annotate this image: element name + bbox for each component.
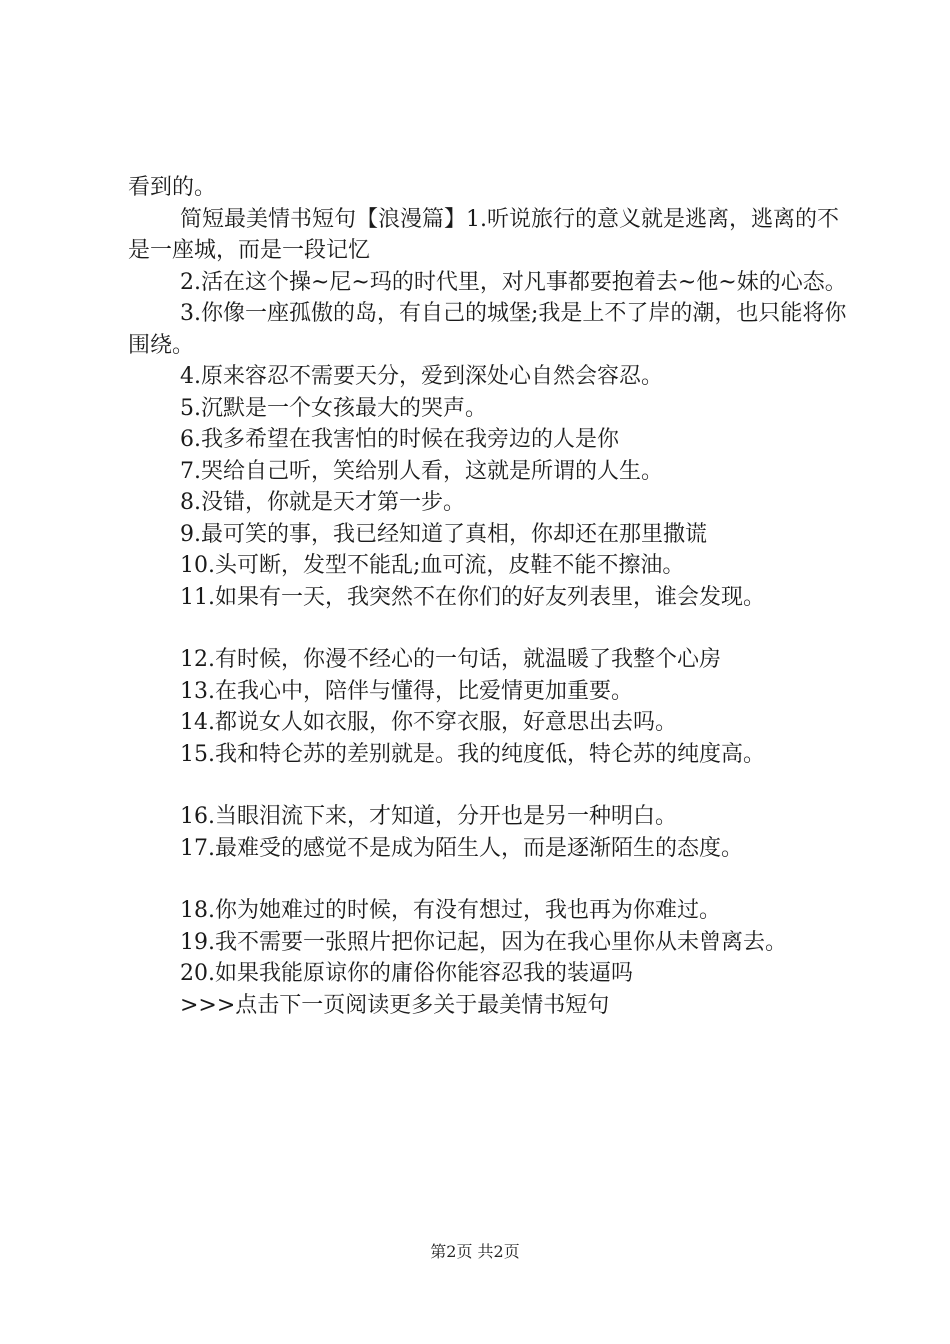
read-more-link[interactable]: >>>点击下一页阅读更多关于最美情书短句 xyxy=(180,992,610,1018)
paragraph-item-9: 9.最可笑的事，我已经知道了真相，你却还在那里撒谎 xyxy=(180,521,707,547)
paragraph-item-5: 5.沉默是一个女孩最大的哭声。 xyxy=(180,395,487,421)
paragraph-item-11: 11.如果有一天，我突然不在你们的好友列表里，谁会发现。 xyxy=(180,584,765,610)
page-footer: 第2页 共2页 xyxy=(430,1242,520,1261)
paragraph-item-20: 20.如果我能原谅你的庸俗你能容忍我的装逼吗 xyxy=(180,961,633,986)
paragraph-item-15: 15.我和特仑苏的差别就是。我的纯度低，特仑苏的纯度高。 xyxy=(180,741,765,767)
paragraph-item-18: 18.你为她难过的时候，有没有想过，我也再为你难过。 xyxy=(180,898,721,923)
paragraph-item-7: 7.哭给自己听，笑给别人看，这就是所谓的人生。 xyxy=(180,458,663,484)
paragraph-item-16: 16.当眼泪流下来，才知道，分开也是另一种明白。 xyxy=(180,804,677,829)
paragraph-item-12: 12.有时候，你漫不经心的一句话，就温暖了我整个心房 xyxy=(180,647,721,672)
paragraph-item-4: 4.原来容忍不需要天分，爱到深处心自然会容忍。 xyxy=(180,364,663,389)
paragraph-gap xyxy=(128,770,848,801)
paragraph-continuation: 看到的。 xyxy=(128,175,217,200)
paragraph-item-2: 2.活在这个操~尼~玛的时代里，对凡事都要抱着去~他~妹的心态。 xyxy=(180,269,847,295)
paragraph-gap xyxy=(128,864,848,895)
paragraph-item-10: 10.头可断，发型不能乱;血可流，皮鞋不能不擦油。 xyxy=(180,553,685,578)
paragraph-item-14: 14.都说女人如衣服，你不穿衣服，好意思出去吗。 xyxy=(180,710,677,735)
paragraph-item-17: 17.最难受的感觉不是成为陌生人，而是逐渐陌生的态度。 xyxy=(180,835,743,861)
paragraph-item-19: 19.我不需要一张照片把你记起，因为在我心里你从未曾离去。 xyxy=(180,929,787,955)
paragraph-item-6: 6.我多希望在我害怕的时候在我旁边的人是你 xyxy=(180,427,619,452)
paragraph-gap xyxy=(128,613,848,644)
document-body xyxy=(128,172,848,1021)
paragraph-item-3: 3.你像一座孤傲的岛，有自己的城堡;我是上不了岸的潮，也只能将你围绕。 xyxy=(128,301,847,358)
paragraph-heading-item-1: 简短最美情书短句【浪漫篇】1.听说旅行的意义就是逃离，逃离的不是一座城，而是一段记忆 xyxy=(128,206,839,263)
paragraph-item-13: 13.在我心中，陪伴与懂得，比爱情更加重要。 xyxy=(180,678,633,704)
paragraph-item-8: 8.没错，你就是天才第一步。 xyxy=(180,490,465,515)
